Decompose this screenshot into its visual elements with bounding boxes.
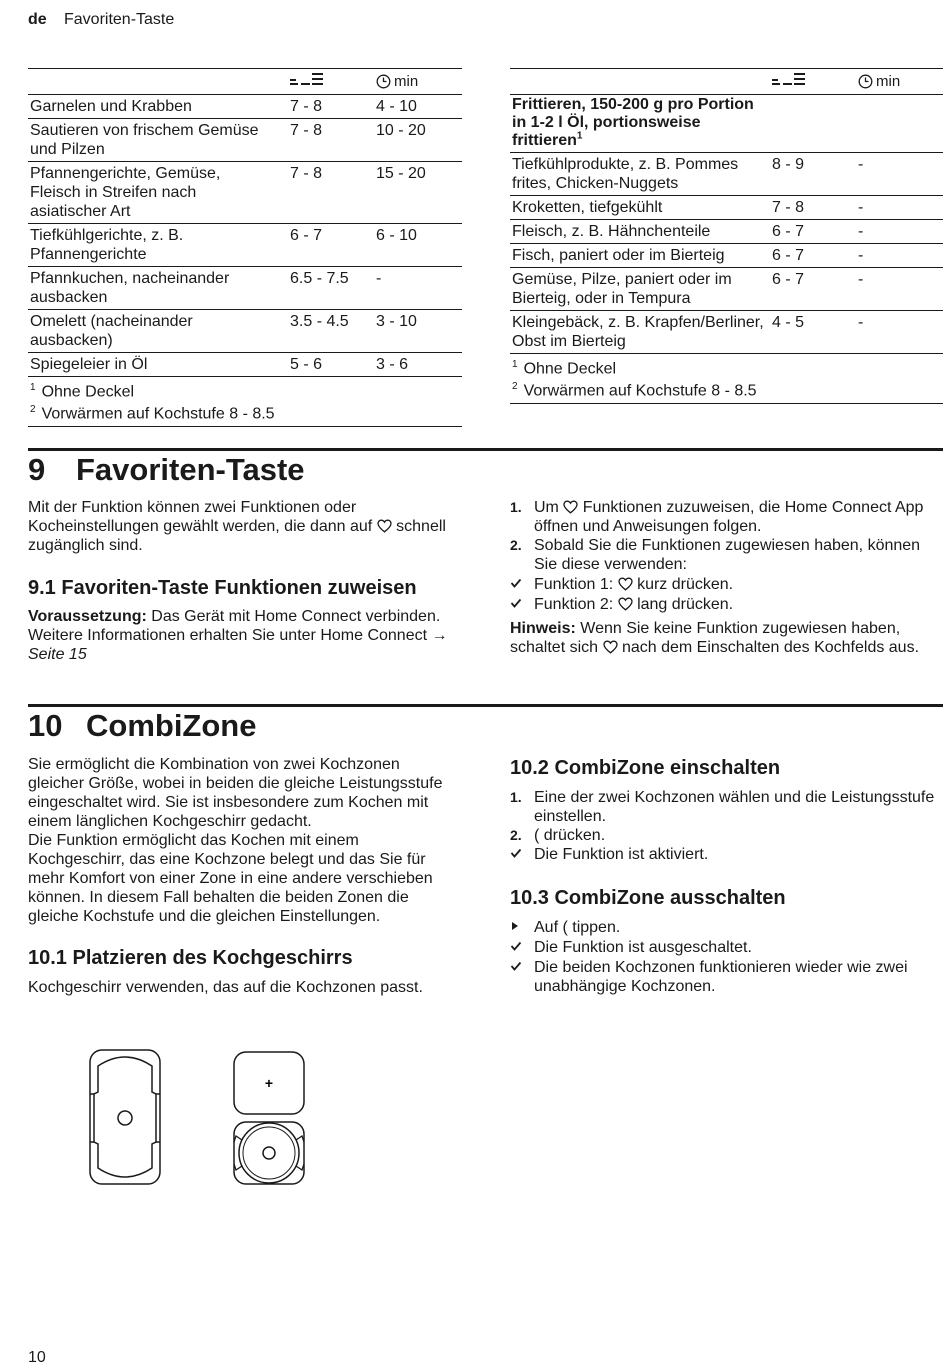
combined-zone-elongated-pan [90,1050,160,1184]
check-icon [510,958,532,977]
table-row [510,153,943,196]
list-item: 1. Eine der zwei Kochzonen wählen und die Leistungsstufe einstellen. [510,789,935,825]
table-cell-level: 5 - 6 [290,356,323,373]
note-text: Hinweis: Wenn Sie keine Funktion zugewiesen haben, schaltet sich nach dem Einschalten des Kochfelds aus. [510,620,920,656]
table-row [510,244,943,268]
footnote: $^1$ Ohne Deckel [30,382,135,401]
check-icon [510,575,532,594]
table-cell-level: 6.5 - 7.5 [290,270,349,287]
table-cell-time: 6 - 10 [376,227,417,244]
section-9-steps [510,498,943,614]
table-cell-level: 7 - 8 [290,122,323,139]
table-cell-time: 10 - 20 [376,122,426,139]
header-language: de [28,11,47,28]
page-link[interactable]: Seite 15 [28,646,87,663]
section-10-intro: Sie ermöglicht die Kombination von zwei Kochzonen gleicher Größe, wobei in beiden die gleiche Leistungsstufe eingeschaltet wird. Sie ist insbesondere zum Kochen mit einem länglichen Kochgeschirr gedacht. [28,756,443,830]
table-row [28,119,462,162]
section-10-2-steps [510,788,943,864]
time-unit-label: min [876,73,901,90]
footnote: $^1$ Ohne Deckel [512,359,617,378]
section-divider [28,704,943,707]
table-row [28,353,462,377]
subsection-10-2-heading: 10.2 CombiZone einschalten [510,757,781,779]
table-cell-time: - [376,270,382,287]
table-row [28,267,462,310]
table-cell-level: 6 - 7 [772,271,805,288]
list-item: 2. Sobald Sie die Funktionen zugewiesen haben, können Sie diese verwenden: [510,537,921,573]
table-cell-time: 4 - 10 [376,98,417,115]
table-cell-dish: Kleingebäck, z. B. Krapfen/Berliner, Obst im Bierteig [512,314,764,350]
table-cell-dish: Pfannengerichte, Gemüse, Fleisch in Streifen nach asiatischer Art [30,165,221,220]
table-cell-level: 3.5 - 4.5 [290,313,349,330]
page-number: 10 [28,1349,46,1366]
plus-sign: + [264,1075,274,1091]
result-item: Die Funktion ist ausgeschaltet. [510,938,943,957]
power-level-icon [772,72,806,86]
table-cell-dish: Sautieren von frischem Gemüse und Pilzen [30,122,259,158]
table-footnotes [28,377,462,427]
table-cell-dish: Omelett (nacheinander ausbacken) [30,313,193,349]
cookware-placement-illustration [84,1044,314,1194]
check-icon [510,595,532,614]
prerequisite-text: Voraussetzung: Das Gerät mit Home Connect verbinden. Weitere Informationen erhalten Sie unter Home Connect → Seite 15 [28,608,448,663]
list-item: 2. ( drücken. [510,827,606,844]
table-cell-time: - [858,314,864,331]
table-cell-level: 4 - 5 [772,314,805,331]
footnote: $^2$ Vorwärmen auf Kochstufe 8 - 8.5 [512,381,757,400]
section-divider [28,448,943,451]
table-cell-dish: Tiefkühlgerichte, z. B. Pfannengerichte [30,227,184,263]
table-cell-dish: Fleisch, z. B. Hähnchenteile [512,223,711,240]
table-cell-dish: Kroketten, tiefgekühlt [512,199,663,216]
table-group-title: Frittieren, 150-200 g pro Portion in 1-2 l Öl, portionsweise frittieren$^1$ [512,96,754,149]
table-cell-dish: Fisch, paniert oder im Bierteig [512,247,725,264]
table-header-row [510,69,943,95]
table-header-row [28,69,462,95]
table-row [510,220,943,244]
check-icon [510,938,532,957]
result-item: Die Funktion ist aktiviert. [510,845,943,864]
table-cell-level: 8 - 9 [772,156,805,173]
subsection-10-3-heading: 10.3 CombiZone ausschalten [510,887,786,909]
result-item: Funktion 2: lang drücken. [510,595,943,614]
table-row [28,162,462,224]
table-cell-time: - [858,223,864,240]
list-item: 1. Um Funktionen zuzuweisen, die Home Connect App öffnen und Anweisungen folgen. [510,499,924,535]
heart-icon [603,640,618,654]
section-10-intro-2: Die Funktion ermöglicht das Kochen mit einem Kochgeschirr, das eine Kochzone belegt und das Sie für mehr Komfort von einer Zone in eine andere verschieben können. In diesem Fall behalten die beiden Zonen die gleiche Kochstufe und die gleichen Einstellungen. [28,832,433,925]
table-row [28,95,462,119]
header-title: Favoriten-Taste [64,11,175,28]
time-unit-label: min [394,73,419,90]
triangle-bullet-icon [510,918,532,937]
table-cell-level: 6 - 7 [772,223,805,240]
footnote: $^2$ Vorwärmen auf Kochstufe 8 - 8.5 [30,404,275,423]
cooking-table-left [28,68,462,427]
table-cell-dish: Pfannkuchen, nacheinander ausbacken [30,270,230,306]
combizone-symbol-icon: ( [562,919,568,936]
table-cell-level: 7 - 8 [772,199,805,216]
subsection-9-1-heading: 9.1 Favoriten-Taste Funktionen zuweisen [28,577,417,599]
link-arrow: → [431,627,448,644]
table-group-row [510,95,943,153]
table-cell-dish: Gemüse, Pilze, paniert oder im Bierteig, oder in Tempura [512,271,732,307]
result-item: Funktion 1: kurz drücken. [510,575,943,594]
table-row [510,196,943,220]
table-row [28,310,462,353]
table-cell-time: 15 - 20 [376,165,426,182]
section-9-intro: Mit der Funktion können zwei Funktionen oder Kocheinstellungen gewählt werden, die dann auf schnell zugänglich sind. [28,499,446,554]
heart-icon [377,519,392,533]
table-cell-level: 6 - 7 [772,247,805,264]
table-row [510,311,943,354]
cooking-table-right [510,68,943,404]
heart-icon [618,577,633,591]
clock-icon [376,72,418,91]
section-9-heading: 9 Favoriten-Taste [28,452,305,487]
table-cell-time: 3 - 6 [376,356,409,373]
table-row [510,268,943,311]
table-footnotes [510,354,943,404]
power-level-icon [290,72,324,86]
separate-zones-round-pan [234,1052,304,1184]
heart-icon [618,597,633,611]
table-row [28,224,462,267]
subsection-10-1-text: Kochgeschirr verwenden, das auf die Kochzonen passt. [28,979,423,996]
table-cell-time: - [858,156,864,173]
table-cell-time: - [858,199,864,216]
table-cell-level: 6 - 7 [290,227,323,244]
table-cell-time: - [858,247,864,264]
table-cell-level: 7 - 8 [290,98,323,115]
table-cell-dish: Garnelen und Krabben [30,98,192,115]
check-icon [510,845,532,864]
section-10-3-steps [510,918,943,996]
table-cell-dish: Tiefkühlprodukte, z. B. Pommes frites, Chicken-Nuggets [512,156,739,192]
clock-icon [858,72,900,91]
heart-icon [563,500,578,514]
table-cell-time: 3 - 10 [376,313,417,330]
subsection-10-1-heading: 10.1 Platzieren des Kochgeschirrs [28,947,353,969]
table-cell-time: - [858,271,864,288]
combizone-symbol-icon: ( [534,827,540,844]
table-cell-dish: Spiegeleier in Öl [30,356,148,373]
table-cell-level: 7 - 8 [290,165,323,182]
action-item: Auf ( tippen. [510,918,943,937]
result-item: Die beiden Kochzonen funktionieren wieder wie zwei unabhängige Kochzonen. [510,958,943,996]
section-10-heading: 10 CombiZone [28,708,257,743]
